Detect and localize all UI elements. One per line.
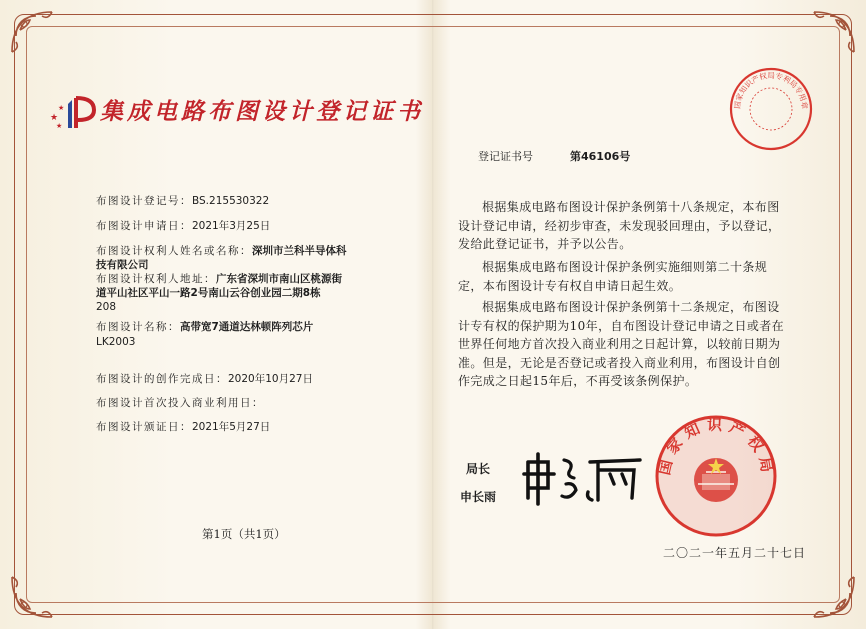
corner-ornament-icon [6, 571, 58, 623]
rights-holder-row-2 [96, 258, 149, 273]
official-seal-stamp [654, 414, 778, 538]
special-seal-stamp [728, 66, 814, 152]
issue-date-value: 2021年5月27日 [192, 421, 271, 433]
design-name-row-2 [96, 335, 135, 350]
small-seal-ring-text: 国家知识产权局专利局专用章 [732, 70, 810, 110]
first-commercial-use-row [96, 396, 264, 411]
field-label: 布图设计登记号： [96, 195, 192, 207]
field-label: 布图设计权利人地址： [96, 273, 216, 285]
field-label: 布图设计的创作完成日： [96, 373, 228, 385]
field-label: 布图设计颁证日： [96, 421, 192, 433]
address-value-cont: 208 [96, 301, 117, 313]
svg-text:★: ★ [50, 113, 59, 123]
registration-no-value: BS.215530322 [192, 195, 270, 207]
registration-no-row [96, 194, 269, 209]
design-name-row [96, 320, 313, 335]
certificate-title: 集成电路布图设计登记证书 [100, 98, 424, 125]
field-label: 布图设计名称： [96, 321, 180, 333]
application-date-row [96, 219, 270, 234]
rights-holder-value-cont: 技有限公司 [96, 259, 149, 271]
certificate-number [478, 148, 631, 164]
issue-date-row [96, 420, 270, 435]
page-number: 第1页（共1页） [202, 527, 286, 541]
certificate-number-value: 第46106号 [570, 150, 631, 163]
application-date-value: 2021年3月25日 [192, 220, 271, 232]
paragraph-protection-term: 根据集成电路布图设计保护条例第十二条规定，布图设计专有权的保护期为10年，自布图设计登记申请之日或者在世界任何地方首次投入商业利用之日起计算，以较前日期为准。但是，无论是否登记或者投入商业利用，布图设计自创作完成之日起15年后，不再受该条例保护。 [458, 300, 785, 388]
creation-date-row [96, 372, 313, 387]
svg-text:国家知识产权局专利局专用章 [733, 70, 810, 110]
director-signature [518, 448, 648, 508]
design-name-value-cont: LK2003 [96, 336, 136, 348]
big-seal-ring-text: 国家知识产权局 [655, 415, 777, 480]
corner-ornament-icon [6, 6, 58, 58]
svg-text:★: ★ [56, 122, 63, 130]
corner-ornament-icon [808, 571, 860, 623]
paragraph-effective: 根据集成电路布图设计保护条例实施细则第二十条规定，本布图设计专有权自申请日起生效。 [458, 260, 768, 293]
director-label: 局长 [466, 462, 491, 476]
issue-date: 二〇二一年五月二十七日 [663, 546, 807, 560]
paragraph-registration: 根据集成电路布图设计保护条例第十八条规定，本布图设计登记申请，经初步审查，未发现驳回理由，予以登记，发给此登记证书，并予以公告。 [458, 200, 781, 251]
address-row [96, 272, 406, 287]
address-row-2 [96, 286, 321, 301]
address-value-cont: 道平山社区平山一路2号南山云谷创业园二期8栋 [96, 287, 321, 299]
creation-date-value: 2020年10月27日 [228, 373, 313, 385]
svg-text:★: ★ [58, 104, 65, 112]
corner-ornament-icon [808, 6, 860, 58]
rights-holder-row [96, 244, 392, 259]
certificate-number-label: 登记证书号 [478, 150, 533, 163]
address-row-3 [96, 300, 116, 315]
rights-holder-value: 深圳市兰科半导体科 [252, 245, 347, 257]
field-label: 布图设计权利人姓名或名称： [96, 245, 252, 257]
field-label: 布图设计申请日： [96, 220, 192, 232]
design-name-value: 高带宽7通道达林顿阵列芯片 [180, 321, 314, 333]
director-name: 申长雨 [460, 490, 497, 504]
address-value: 广东省深圳市南山区桃源街 [216, 273, 342, 285]
ip-office-logo-icon [46, 94, 96, 132]
field-label: 布图设计首次投入商业利用日： [96, 397, 264, 409]
